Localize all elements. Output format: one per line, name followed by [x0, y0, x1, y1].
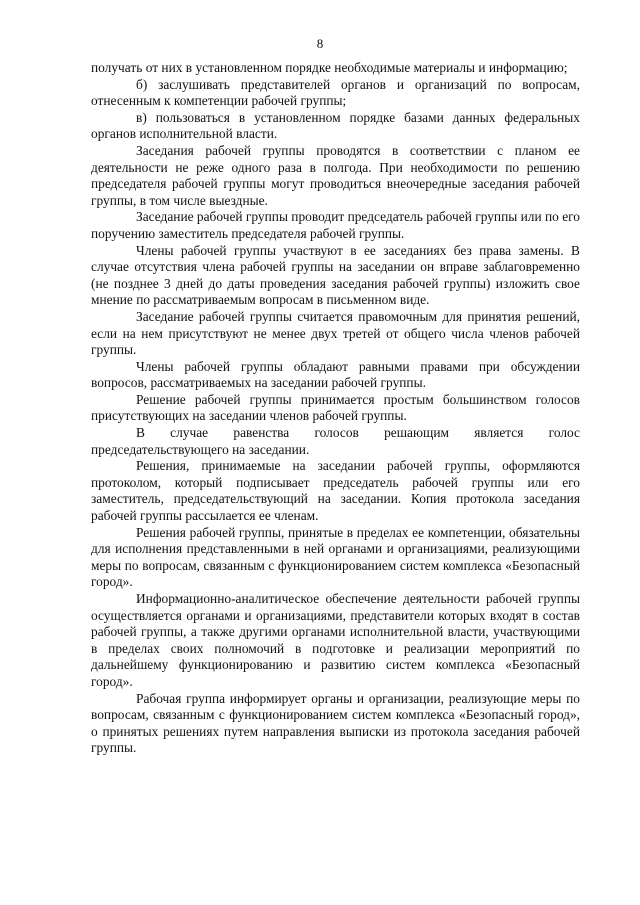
- paragraph: Информационно-аналитическое обеспечение деятельности рабочей группы осуществляется органами и организациями, представители которых входят в состав рабочей группы, а также другими органами исполнительной власти, участвующими в пределах своих полномочий в подготовке и реализации мероприятий по дальнейшему функционированию и развитию систем комплекса «Безопасный город».: [91, 591, 580, 689]
- paragraph: б) заслушивать представителей органов и организаций по вопросам, отнесенным к компетенции рабочей группы;: [91, 76, 580, 109]
- paragraph: в) пользоваться в установленном порядке базами данных федеральных органов исполнительной власти.: [91, 109, 580, 142]
- paragraph: Рабочая группа информирует органы и организации, реализующие меры по вопросам, связанным с функционированием систем комплекса «Безопасный город», о принятых решениях путем направления выписки из протокола заседания рабочей группы.: [91, 690, 580, 756]
- page-body: [91, 60, 580, 757]
- paragraph: Заседание рабочей группы проводит председатель рабочей группы или по его поручению заместитель председателя рабочей группы.: [91, 209, 580, 241]
- paragraph: Заседания рабочей группы проводятся в соответствии с планом ее деятельности не реже одного раза в полгода. При необходимости по решению председателя рабочей группы могут проводиться внеочередные заседания рабочей группы, в том числе выездные.: [91, 142, 580, 208]
- paragraph: Решения рабочей группы, принятые в пределах ее компетенции, обязательны для исполнения представленными в ней органами и организациями, реализующими меры по вопросам, связанным с функционированием систем комплекса «Безопасный город».: [91, 524, 580, 590]
- paragraph: Члены рабочей группы участвуют в ее заседаниях без права замены. В случае отсутствия члена рабочей группы на заседании он вправе заблаговременно (не позднее 3 дней до даты проведения заседания рабочей группы) изложить свое мнение по рассматриваемым вопросам в письменном виде.: [91, 242, 580, 308]
- paragraph: получать от них в установленном порядке необходимые материалы и информацию;: [91, 60, 568, 75]
- page-number: 8: [316, 36, 324, 51]
- paragraph: Решения, принимаемые на заседании рабочей группы, оформляются протоколом, который подписывает председатель рабочей группы или его заместитель, председательствующий на заседании. Копия протокола заседания рабочей группы рассылается ее членам.: [91, 458, 580, 524]
- paragraph: Члены рабочей группы обладают равными правами при обсуждении вопросов, рассматриваемых на заседании рабочей группы.: [91, 358, 580, 391]
- paragraph: Заседание рабочей группы считается правомочным для принятия решений, если на нем присутствуют не менее двух третей от общего числа членов рабочей группы.: [91, 308, 580, 358]
- paragraph: В случае равенства голосов решающим является голос председательствующего на заседании.: [91, 425, 580, 457]
- paragraph: Решение рабочей группы принимается простым большинством голосов присутствующих на заседании членов рабочей группы.: [91, 391, 580, 424]
